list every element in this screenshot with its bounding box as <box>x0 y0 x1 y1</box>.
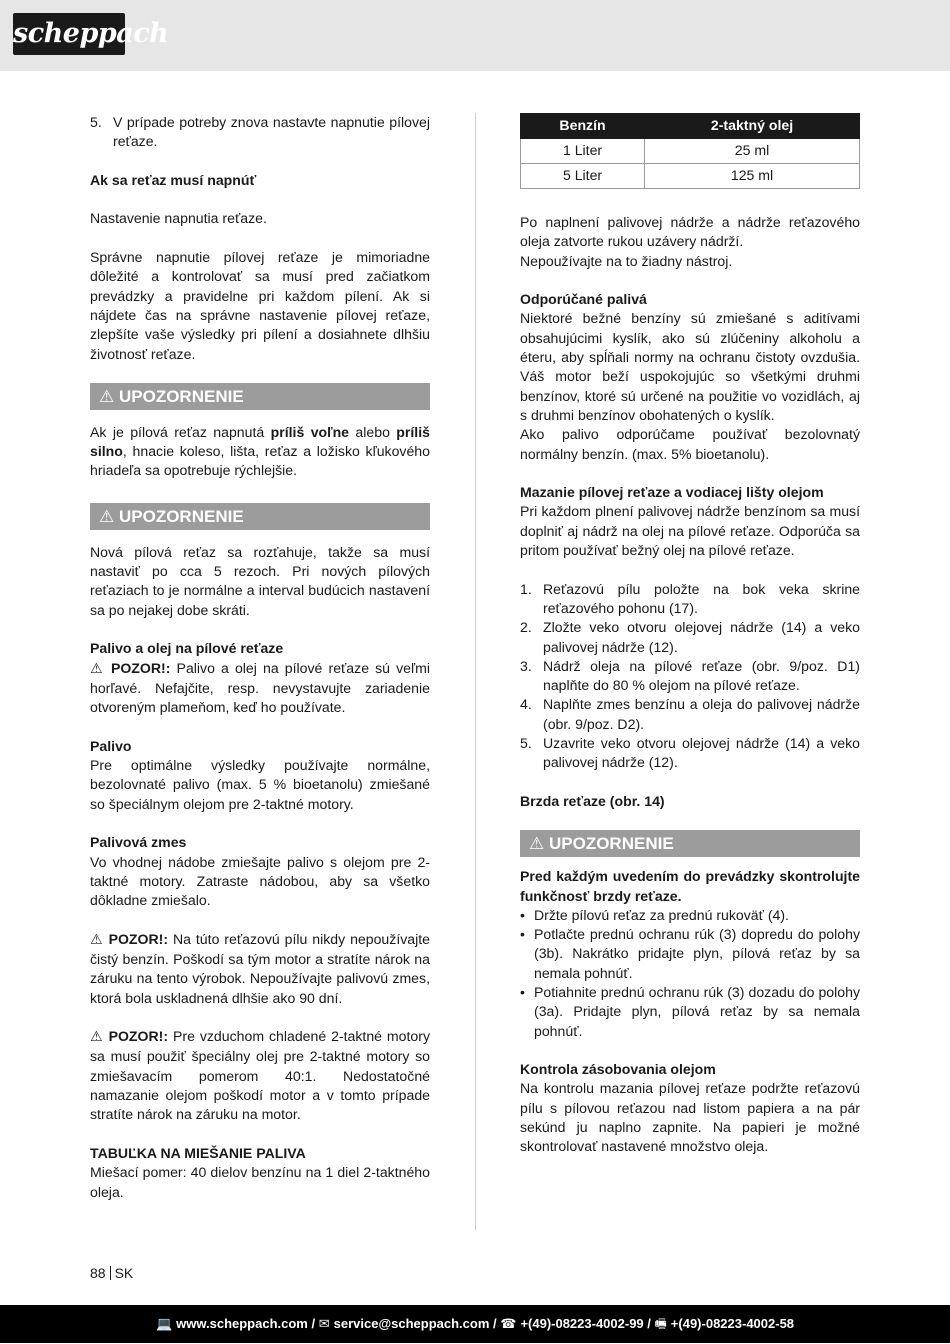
list-item <box>520 734 860 773</box>
chain-brake-instruction: Pred každým uvedením do prevádzky skontrolujte funkčnosť brzdy reťaze. <box>520 868 860 904</box>
list-text: Zložte veko otvoru olejovej nádrže (14) a veko palivovej nádrže (12). <box>543 619 860 655</box>
table-cell: 125 ml <box>645 164 860 189</box>
recommended-fuel-paragraph-2: Ako palivo odporúčame používať bezolovnatý normálny benzín. (max. 5% bioetanolu). <box>520 426 860 462</box>
list-item <box>520 580 860 619</box>
section-heading-mix-table: TABUĽKA NA MIEŠANIE PALIVA <box>90 1144 306 1161</box>
text-run: , hnacie koleso, lišta, reťaz a ložisko kľukového hriadeľa sa opotrebuje rýchlejšie. <box>90 443 430 479</box>
right-column <box>520 113 860 1157</box>
fax-icon: 🖷 <box>654 1317 667 1332</box>
table-header-oil: 2-taktný olej <box>645 114 860 139</box>
caution-paragraph <box>90 930 430 1008</box>
section-heading-fuel: Palivo <box>90 737 132 754</box>
oil-check-paragraph: Na kontrolu mazania pílovej reťaze podržte reťazovú pílu s pílovou reťazou nad listom papiera a na pár sekúnd ju naplno zapnite. Na papieri je možné skontrolovať nastavené množstvo oleja. <box>520 1080 860 1155</box>
section-heading-chain-brake: Brzda reťaze (obr. 14) <box>520 792 665 809</box>
text-run: Ak je pílová reťaz napnutá <box>90 423 271 440</box>
page-number <box>90 1265 133 1281</box>
list-number: 2. <box>520 619 532 636</box>
tension-paragraph: Správne napnutie pílovej reťaze je mimoriadne dôležité a kontrolovať sa musí pred začiatkom prevádzky a pravidelne pri každom pílení. Ak si nájdete čas na správne nastavenie pílovej reťaze, zlepšíte vaše výsledky pri pílení a dosiahnete dlhšiu životnosť reťaze. <box>90 249 430 362</box>
list-text: Potiahnite prednú ochranu rúk (3) dozadu do polohy (3a). Pridajte plyn, pílová reťaz by sa nemala pohnúť. <box>534 983 860 1039</box>
warning-paragraph: Nová pílová reťaz sa rozťahuje, takže sa musí nastaviť po cca 5 rezoch. Pri nových pílových reťaziach to je normálne a interval budúcich nastavení sa po nejakej dobe skráti. <box>90 543 430 618</box>
list-text: Reťazovú pílu položte na bok veka skrine reťazového pohonu (17). <box>543 580 860 616</box>
section-heading-mix: Palivová zmes <box>90 834 187 851</box>
list-text: Nádrž oleja na pílové reťaze (obr. 9/poz. D1) naplňte do 80 % olejom na pílové reťaze. <box>543 657 860 694</box>
computer-icon: 💻 <box>155 1317 173 1332</box>
section-heading-oil-check: Kontrola zásobovania olejom <box>520 1061 716 1078</box>
footer-fax: +(49)-08223-4002-58 <box>670 1316 795 1331</box>
warning-triangle-icon: ⚠ <box>529 834 545 855</box>
page-language: SK <box>114 1265 134 1281</box>
caution-paragraph <box>90 1027 430 1124</box>
section-heading-lubrication: Mazanie pílovej reťaze a vodiacej lišty olejom <box>520 484 824 501</box>
page-header <box>0 0 950 71</box>
footer-email-link[interactable]: service@scheppach.com / <box>333 1316 497 1331</box>
no-tool-paragraph: Nepoužívajte na to žiadny nástroj. <box>520 252 733 269</box>
footer-website-link[interactable]: www.scheppach.com / <box>176 1316 316 1331</box>
bullet-icon: • <box>520 926 525 943</box>
recommended-fuel-paragraph: Niektoré bežné benzíny sú zmiešané s aditívami obsahujúcimi kyslík, ako sú zlúčeniny alkoholu a éteru, aby spĺňali normy na ochranu čistoty ovzdušia. Váš motor beží uspokojujúc so všetkými druhmi benzínov, ktoré sú určené na použitie vo vozidlách, aj s druhmi benzínov obohatených o kyslík. <box>520 310 860 423</box>
table-header-row <box>521 114 860 139</box>
table-header-petrol: Benzín <box>521 114 645 139</box>
page-footer <box>0 1305 950 1343</box>
bold-run: príliš silno <box>90 423 430 460</box>
list-number: 5. <box>520 735 532 752</box>
warning-banner <box>90 383 430 410</box>
list-item <box>520 925 860 983</box>
list-number: 5. <box>90 114 102 130</box>
warning-triangle-icon: ⚠ <box>90 1029 104 1046</box>
list-item <box>90 113 430 152</box>
text-run: alebo <box>349 423 397 440</box>
warning-triangle-icon: ⚠ <box>90 931 104 948</box>
bold-run: príliš voľne <box>270 423 350 440</box>
list-text: Uzavrite veko otvoru olejovej nádrže (14) a veko palivovej nádrže (12). <box>543 735 860 771</box>
mail-icon: ✉ <box>318 1317 330 1332</box>
tension-subtitle: Nastavenie napnutia reťaze. <box>90 210 267 227</box>
caution-label: POZOR!: <box>108 930 169 947</box>
text-run: Pre vzduchom chladené 2-taktné motory sa musí použiť špeciálny olej pre 2-taktné motory so zmiešavacím pomerom 40:1. Nedostatočné namazanie olejom poškodí motor a v tomto prípade stratíte nárok na záruku na motor. <box>90 1028 431 1123</box>
section-heading-fuel-oil: Palivo a olej na pílové reťaze <box>90 640 284 657</box>
caution-paragraph <box>90 659 430 718</box>
list-item <box>520 695 860 734</box>
left-column <box>90 113 430 1202</box>
chain-brake-bullets <box>520 906 860 1041</box>
table-cell: 25 ml <box>645 139 860 164</box>
fill-step-list <box>520 580 860 773</box>
list-text: Držte pílovú reťaz za prednú rukoväť (4). <box>534 906 789 923</box>
warning-banner <box>520 830 860 857</box>
caution-label: POZOR!: <box>110 659 171 676</box>
text-run: Na túto reťazovú pílu nikdy nepoužívajte čistý benzín. Poškodí sa tým motor a stratíte nárok na záruku na tento výrobok. Nepoužívajte palivovú zmes, ktorá bola uskladnená dlhšie ako 90 dní. <box>90 930 431 1006</box>
table-cell: 1 Liter <box>521 139 645 164</box>
warning-label: UPOZORNENIE <box>118 506 244 526</box>
column-divider <box>475 113 476 1230</box>
bullet-icon: • <box>520 906 525 923</box>
list-number: 1. <box>520 580 532 597</box>
table-row <box>521 164 860 189</box>
list-number: 3. <box>520 657 532 674</box>
bullet-icon: • <box>520 983 525 1000</box>
warning-banner <box>90 503 430 530</box>
footer-phone: +(49)-08223-4002-99 / <box>520 1316 651 1331</box>
after-fill-paragraph: Po naplnení palivovej nádrže a nádrže reťazového oleja zatvorte rukou uzávery nádrží. <box>520 214 860 250</box>
phone-icon: ☎ <box>500 1317 517 1332</box>
page-number-separator <box>110 1266 111 1280</box>
fuel-mix-table <box>520 113 860 189</box>
list-item <box>520 618 860 657</box>
fuel-paragraph: Pre optimálne výsledky používajte normálne, bezolovnaté palivo (max. 5 % bioetanolu) zmiešané so špeciálnym olejom pre 2-taktné motory. <box>90 757 430 812</box>
lubrication-paragraph: Pri každom plnení palivovej nádrže benzínom sa musí doplniť aj nádrž na olej na pílové reťaze. Odporúča sa pritom používať bežný olej na pílové reťaze. <box>520 503 860 559</box>
mix-ratio-paragraph: Miešací pomer: 40 dielov benzínu na 1 diel 2-taktného oleja. <box>90 1164 430 1200</box>
page-number-value: 88 <box>90 1265 106 1281</box>
list-item <box>520 906 860 925</box>
list-item <box>520 657 860 696</box>
table-row <box>521 139 860 164</box>
text-run: Palivo a olej na pílové reťaze sú veľmi horľavé. Nefajčite, resp. nevystavujte zariadenie otvoreným plameňom, keď ho používate. <box>90 659 430 716</box>
warning-label: UPOZORNENIE <box>548 834 674 854</box>
warning-triangle-icon: ⚠ <box>99 386 115 407</box>
list-text: V prípade potreby znova nastavte napnutie pílovej reťaze. <box>113 114 430 150</box>
warning-triangle-icon: ⚠ <box>90 660 105 677</box>
list-text: Potlačte prednú ochranu rúk (3) dopredu do polohy (3b). Nakrátko pridajte plyn, pílová reťaz by sa nemala pohnúť. <box>534 926 860 981</box>
warning-label: UPOZORNENIE <box>118 386 244 406</box>
section-heading-recommended-fuel: Odporúčané palivá <box>520 291 647 308</box>
list-item <box>520 983 860 1041</box>
mix-paragraph: Vo vhodnej nádobe zmiešajte palivo s olejom pre 2-taktné motory. Zatraste nádobou, aby sa všetko dôkladne zmiešalo. <box>90 853 430 909</box>
warning-triangle-icon: ⚠ <box>99 506 115 527</box>
list-number: 4. <box>520 696 532 713</box>
section-heading-tension: Ak sa reťaz musí napnúť <box>90 171 257 188</box>
scheppach-logo: scheppach <box>13 13 125 55</box>
table-cell: 5 Liter <box>521 164 645 189</box>
continued-step-list <box>90 113 430 152</box>
caution-label: POZOR!: <box>108 1028 169 1045</box>
list-text: Naplňte zmes benzínu a oleja do palivovej nádrže (obr. 9/poz. D2). <box>543 696 860 732</box>
warning-paragraph <box>90 423 430 481</box>
